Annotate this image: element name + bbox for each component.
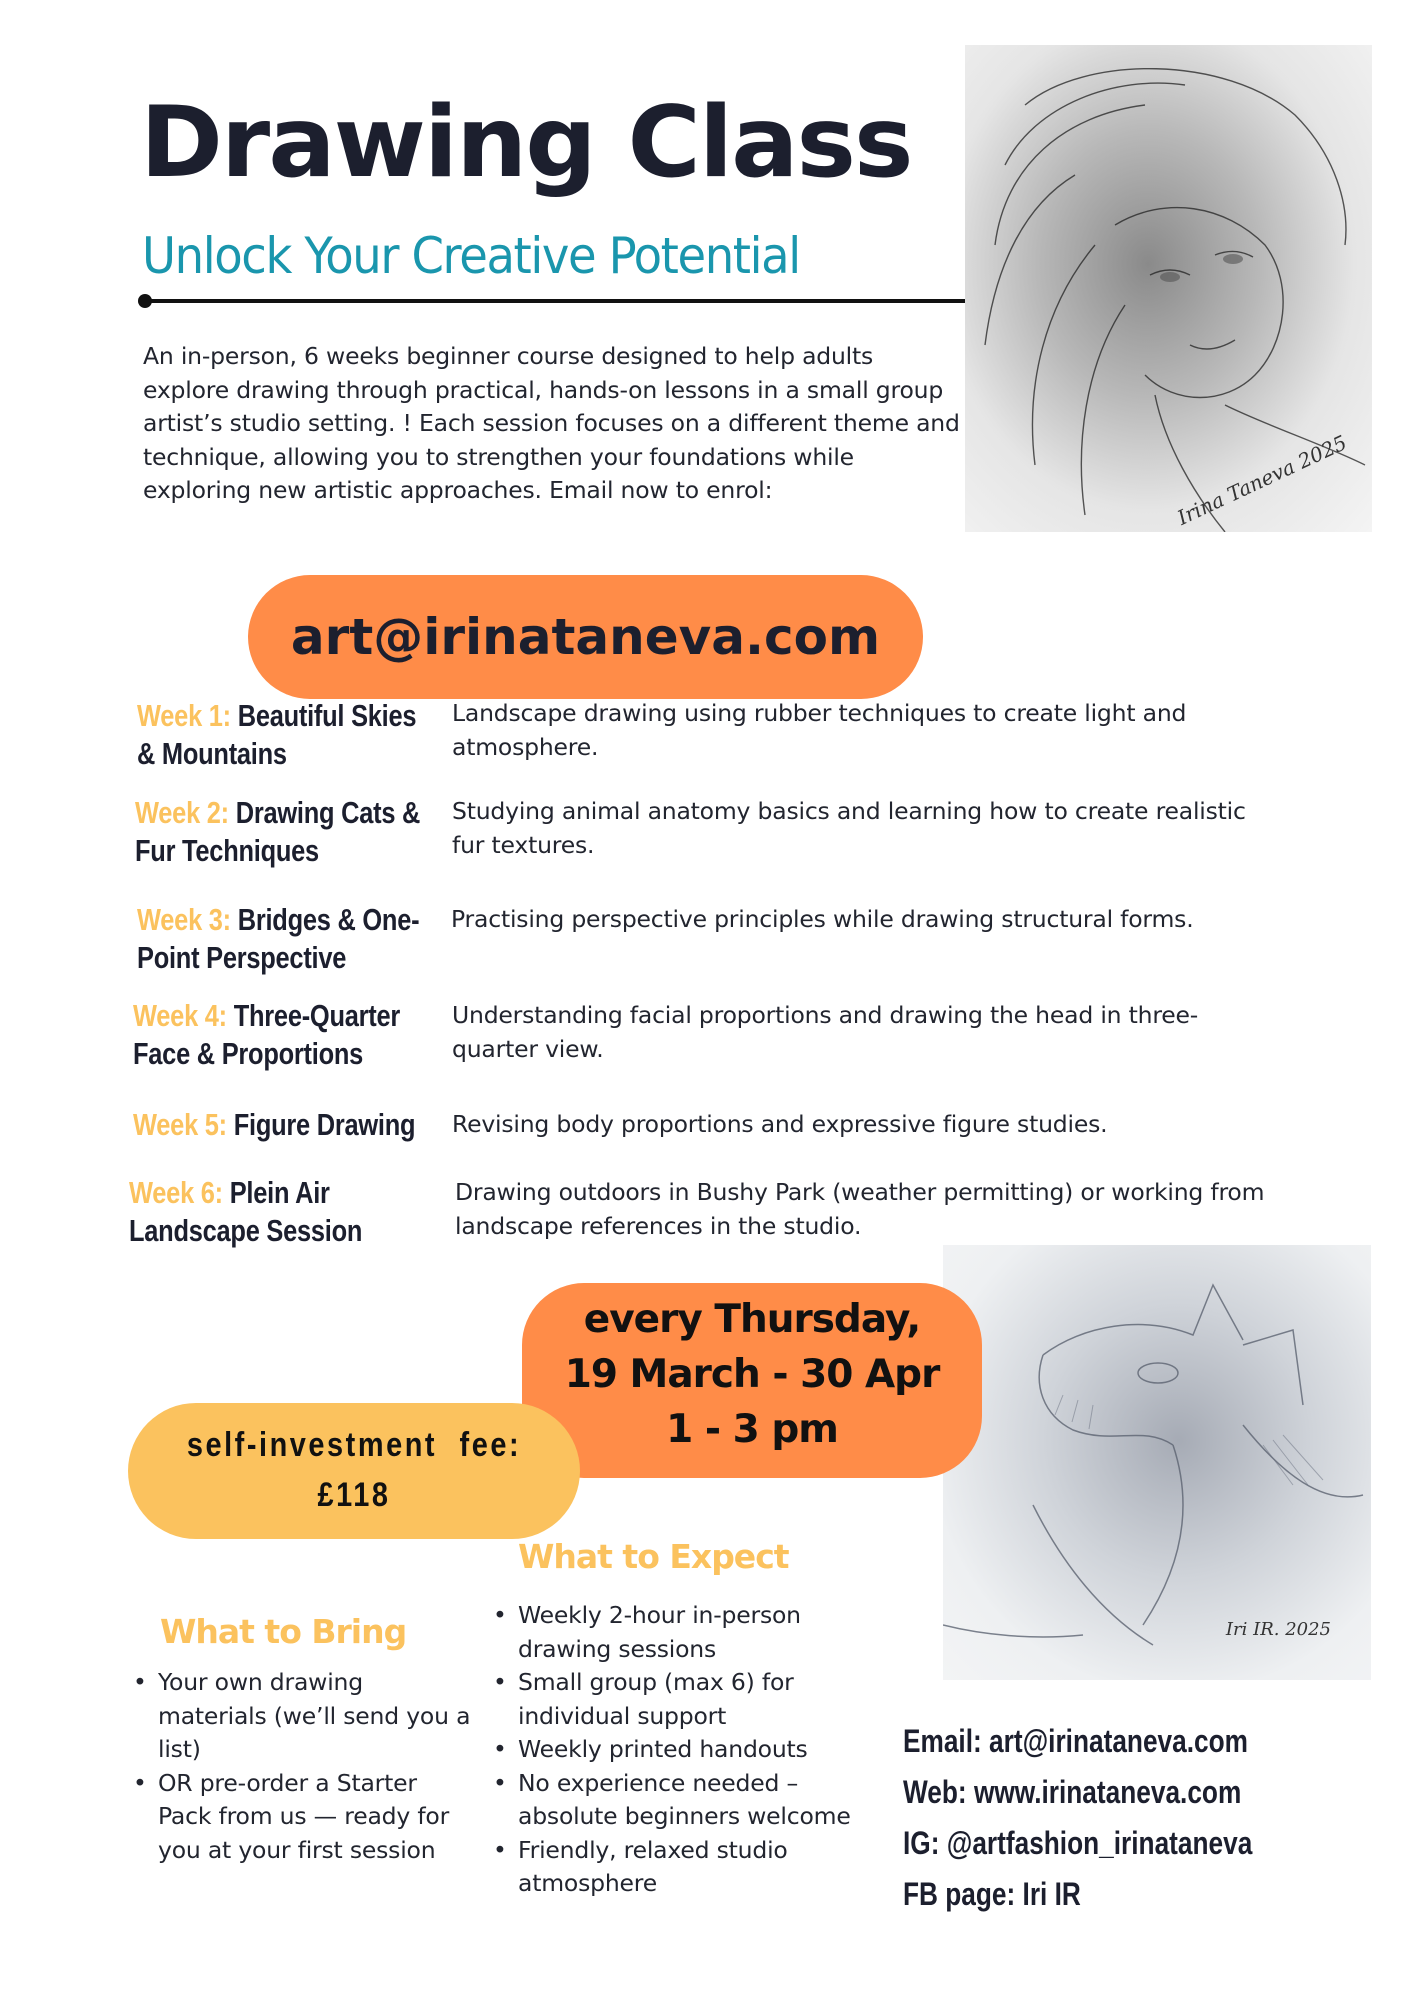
week-5-description: Revising body proportions and expressive figure studies. bbox=[452, 1110, 1108, 1138]
page-title: Drawing Class bbox=[140, 86, 912, 200]
expect-item: • Weekly 2-hour in-person drawing sessions bbox=[493, 1599, 893, 1666]
portrait-signature: Irina Taneva 2025 bbox=[1173, 430, 1351, 530]
schedule-text bbox=[522, 1292, 982, 1457]
week-6-description: Drawing outdoors in Bushy Park (weather permitting) or working from landscape references in the studio. bbox=[455, 1178, 1265, 1240]
what-to-bring-list bbox=[133, 1666, 473, 1867]
week-6-title: Week 6: Plein Air Landscape Session bbox=[129, 1175, 363, 1248]
week-2-title: Week 2: Drawing Cats & Fur Techniques bbox=[135, 795, 421, 868]
expect-item: • Friendly, relaxed studio atmosphere bbox=[493, 1834, 893, 1901]
page-subtitle: Unlock Your Creative Potential bbox=[142, 227, 800, 285]
contact-block bbox=[903, 1716, 1329, 1920]
week-4-title: Week 4: Three-Quarter Face & Proportions bbox=[133, 998, 401, 1071]
expect-item: • Small group (max 6) for individual support bbox=[493, 1666, 893, 1733]
contact-web[interactable]: Web: www.irinataneva.com bbox=[903, 1774, 1242, 1810]
email-button-label: art@irinataneva.com bbox=[290, 608, 881, 666]
week-1-title: Week 1: Beautiful Skies & Mountains bbox=[137, 698, 417, 771]
contact-facebook[interactable]: FB page: Iri IR bbox=[903, 1876, 1081, 1912]
fee-text bbox=[128, 1420, 580, 1520]
what-to-expect-list bbox=[493, 1599, 893, 1901]
what-to-bring-heading: What to Bring bbox=[160, 1612, 407, 1651]
portrait-drawing-image bbox=[965, 45, 1372, 532]
bring-item: • OR pre-order a Starter Pack from us — ready for you at your first session bbox=[133, 1767, 473, 1868]
week-4-description: Understanding facial proportions and drawing the head in three-quarter view. bbox=[452, 1001, 1199, 1063]
cat-sketch-icon bbox=[943, 1245, 1371, 1680]
cat-drawing-image bbox=[943, 1245, 1371, 1680]
schedule-day: every Thursday, bbox=[583, 1297, 921, 1342]
week-3-description: Practising perspective principles while drawing structural forms. bbox=[451, 905, 1194, 933]
week-2-description: Studying animal anatomy basics and learning how to create realistic fur textures. bbox=[452, 797, 1246, 859]
contact-email[interactable]: Email: art@irinataneva.com bbox=[903, 1723, 1248, 1759]
email-button[interactable] bbox=[248, 575, 923, 699]
schedule-time: 1 - 3 pm bbox=[666, 1407, 838, 1452]
fee-label: self-investment fee: bbox=[186, 1426, 522, 1464]
fee-amount: £118 bbox=[317, 1476, 391, 1514]
contact-instagram[interactable]: IG: @artfashion_irinataneva bbox=[903, 1825, 1253, 1861]
intro-paragraph: An in-person, 6 weeks beginner course designed to help adults explore drawing through practical, hands-on lessons in a small group artist’s studio setting. ! Each session focuses on a different theme and technique, allowing you to strengthen your foundations while exploring new artistic approaches. Email now to enrol: bbox=[143, 342, 960, 505]
expect-item: • No experience needed – absolute beginners welcome bbox=[493, 1767, 893, 1834]
week-5-title: Week 5: Figure Drawing bbox=[133, 1107, 416, 1142]
schedule-dates: 19 March - 30 Apr bbox=[564, 1352, 940, 1397]
expect-item: • Weekly printed handouts bbox=[493, 1733, 893, 1767]
what-to-expect-heading: What to Expect bbox=[518, 1537, 789, 1576]
bring-item: • Your own drawing materials (we’ll send you a list) bbox=[133, 1666, 473, 1767]
week-1-description: Landscape drawing using rubber techniques to create light and atmosphere. bbox=[452, 699, 1187, 761]
cat-signature: Iri IR. 2025 bbox=[1225, 1619, 1331, 1640]
week-3-title: Week 3: Bridges & One- Point Perspective bbox=[137, 902, 420, 975]
divider-line bbox=[145, 299, 971, 303]
